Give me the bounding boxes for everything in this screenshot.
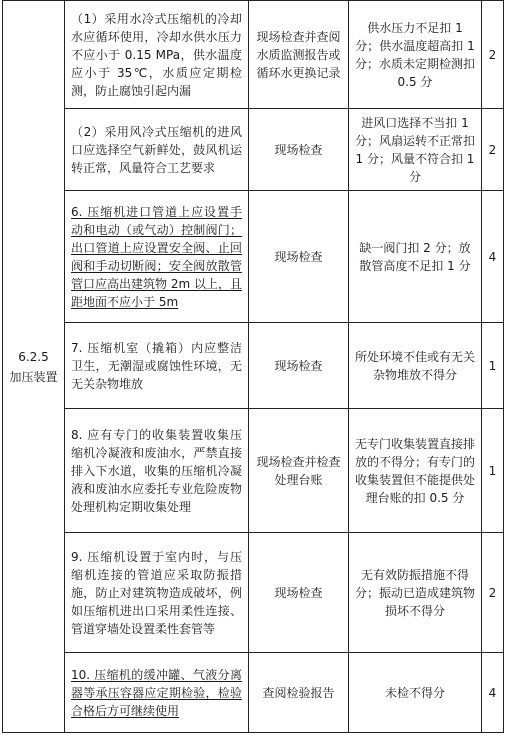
requirement-cell (65, 653, 249, 733)
spec-table (2, 0, 504, 733)
check-method-cell: 现场检查 (249, 533, 349, 653)
category-code: 6.2.5 (18, 349, 49, 364)
score-cell: 1 (482, 323, 504, 409)
deduction-cell: 所处环境不佳或有无关杂物堆放不得分 (349, 323, 482, 409)
score-cell: 1 (482, 409, 504, 533)
table-row (3, 191, 504, 323)
table-row (3, 1, 504, 109)
deduction-cell: 无专门收集装置直接排放的不得分；有专门的收集装置但不能提供处理台账的扣 0.5 分 (349, 409, 482, 533)
requirement-text: 10. 压缩机的缓冲罐、气液分离器等承压容器应定期检验，检验合格后方可继续使用 (71, 667, 242, 718)
table-row (3, 323, 504, 409)
table-row (3, 533, 504, 653)
table-row (3, 409, 504, 533)
requirement-cell: 7. 压缩机室（撬箱）内应整洁卫生，无潮湿或腐蚀性环境，无无关杂物堆放 (65, 323, 249, 409)
requirement-cell: 8. 应有专门的收集装置收集压缩机冷凝液和废油水，严禁直接排入下水道，收集的压缩机冷凝液和废油水应委托专业危险废物处理机构定期收集处理 (65, 409, 249, 533)
deduction-cell: 未检不得分 (349, 653, 482, 733)
check-method-cell: 现场检查并查阅水质监测报告或循环水更换记录 (249, 1, 349, 109)
category-cell (3, 1, 65, 733)
score-cell: 4 (482, 191, 504, 323)
requirement-text: 6. 压缩机进口管道上应设置手动和电动（或气动）控制阀门；出口管道上应设置安全阀、止回阀和手动切断阀；安全阀放散管管口应高出建筑物 2m 以上，且距地面不应小于 5m (71, 204, 242, 309)
deduction-cell: 无有效防振措施不得分；振动已造成建筑物损坏不得分 (349, 533, 482, 653)
check-method-cell: 现场检查 (249, 323, 349, 409)
requirement-cell (65, 191, 249, 323)
check-method-cell: 查阅检验报告 (249, 653, 349, 733)
requirement-cell: （1）采用水冷式压缩机的冷却水应循环使用，冷却水供水压力不应小于 0.15 MPa，供水温度应小于 35℃，水质应定期检测，防止腐蚀引起内漏 (65, 1, 249, 109)
score-cell: 4 (482, 653, 504, 733)
deduction-cell: 缺一阀门扣 2 分；放散管高度不足扣 1 分 (349, 191, 482, 323)
table-row (3, 109, 504, 191)
requirement-cell: 9. 压缩机设置于室内时，与压缩机连接的管道应采取防振措施，防止对建筑物造成破坏，例如压缩机进出口采用柔性连接、管道穿墙处设置柔性套管等 (65, 533, 249, 653)
deduction-cell: 进风口选择不当扣 1 分；风扇运转不正常扣 1 分；风量不符合扣 1 分 (349, 109, 482, 191)
category-name: 加压装置 (9, 369, 58, 384)
check-method-cell: 现场检查 (249, 191, 349, 323)
requirement-cell: （2）采用风冷式压缩机的进风口应选择空气新鲜处，鼓风机运转正常，风量符合工艺要求 (65, 109, 249, 191)
table-row (3, 653, 504, 733)
check-method-cell: 现场检查 (249, 109, 349, 191)
score-cell: 2 (482, 109, 504, 191)
deduction-cell: 供水压力不足扣 1 分；供水温度超高扣 1 分；水质未定期检测扣 0.5 分 (349, 1, 482, 109)
score-cell: 2 (482, 533, 504, 653)
check-method-cell: 现场检查并检查处理台账 (249, 409, 349, 533)
score-cell: 2 (482, 1, 504, 109)
